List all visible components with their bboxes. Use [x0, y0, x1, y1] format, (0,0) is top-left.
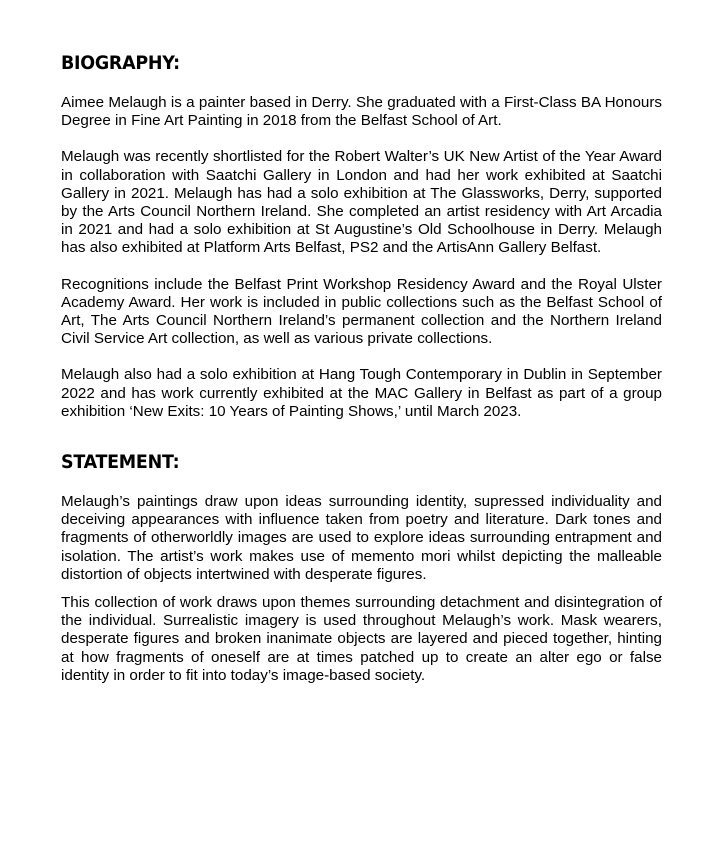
document-page	[61, 49, 662, 685]
statement-section	[61, 448, 662, 685]
biography-section	[61, 49, 662, 421]
statement-heading: STATEMENT:	[61, 451, 180, 474]
statement-paragraph: This collection of work draws upon themes surrounding detachment and disintegration of the individual. Surrealistic imagery is used throughout Melaugh’s work. Mask wearers, desperate figures and broken inanimate objects are layered and pieced together, hinting at how fragments of oneself are at times patched up to create an alter ego or false identity in order to fit into today’s image-based society.	[61, 594, 662, 684]
statement-paragraph: Melaugh’s paintings draw upon ideas surrounding identity, supressed individuality and deceiving appearances with influence taken from poetry and literature. Dark tones and fragments of otherworldly images are used to explore ideas surrounding entrapment and isolation. The artist’s work makes use of memento mori whilst depicting the malleable distortion of objects intertwined with desperate figures.	[61, 493, 662, 583]
biography-paragraph: Melaugh was recently shortlisted for the Robert Walter’s UK New Artist of the Year Award in collaboration with Saatchi Gallery in London and had her work exhibited at Saatchi Gallery in 2021. Melaugh has had a solo exhibition at The Glassworks, Derry, supported by the Arts Council Northern Ireland. She completed an artist residency with Art Arcadia in 2021 and had a solo exhibition at St Augustine’s Old Schoolhouse in Derry. Melaugh has also exhibited at Platform Arts Belfast, PS2 and the ArtisAnn Gallery Belfast.	[61, 148, 662, 257]
biography-paragraph: Recognitions include the Belfast Print Workshop Residency Award and the Royal Ulster Academy Award. Her work is included in public collections such as the Belfast School of Art, The Arts Council Northern Ireland’s permanent collection and the Northern Ireland Civil Service Art collection, as well as various private collections.	[61, 275, 662, 348]
biography-heading: BIOGRAPHY:	[61, 52, 180, 74]
biography-paragraph: Melaugh also had a solo exhibition at Hang Tough Contemporary in Dublin in September 2022 and has work currently exhibited at the MAC Gallery in Belfast as part of a group exhibition ‘New Exits: 10 Years of Painting Shows,’ until March 2023.	[61, 366, 662, 420]
biography-paragraph: Aimee Melaugh is a painter based in Derry. She graduated with a First-Class BA Honours Degree in Fine Art Painting in 2018 from the Belfast School of Art.	[61, 94, 662, 130]
